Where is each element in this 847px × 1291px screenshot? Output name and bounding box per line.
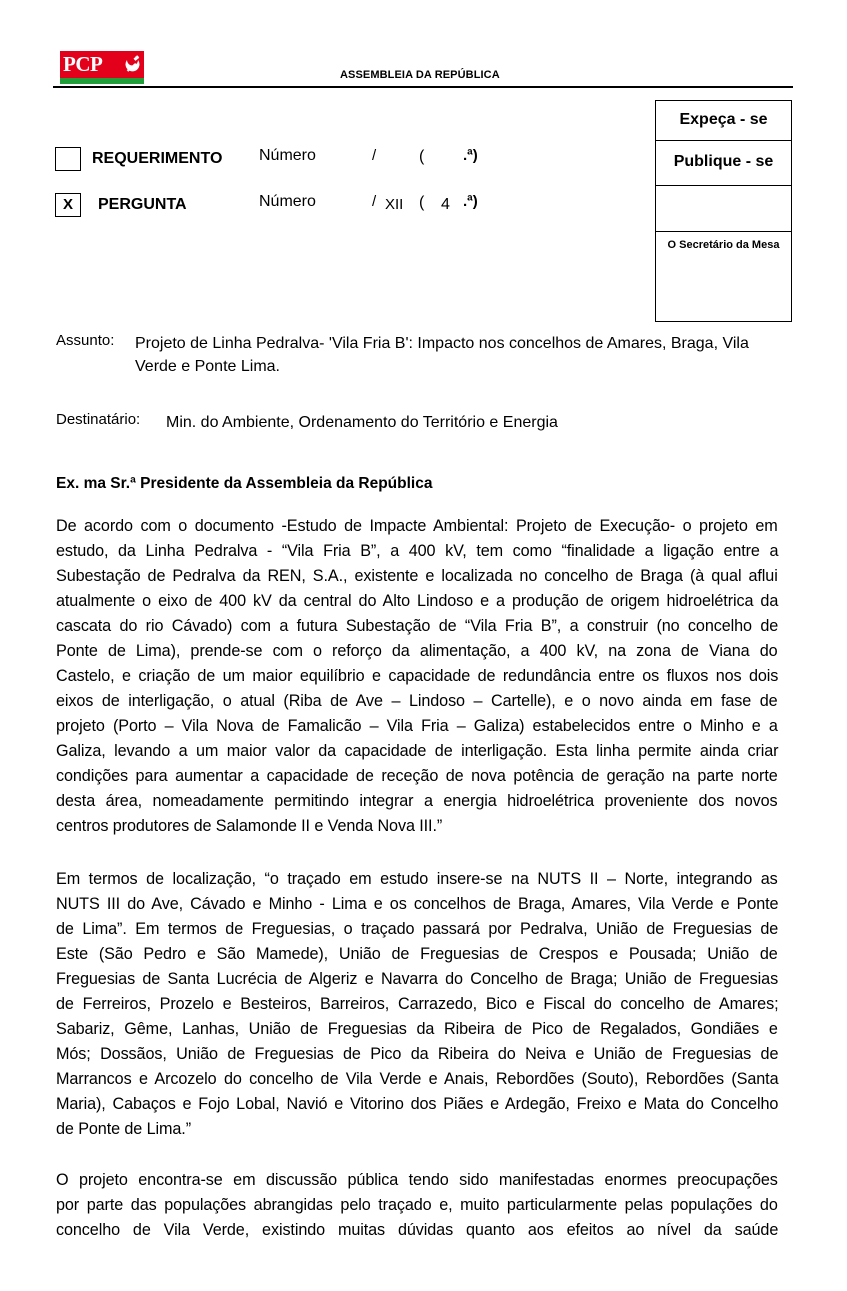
number-slash: / — [372, 193, 377, 210]
paragraph-line: cascata do rio Cávado) com a futura Subestação de “Vila Fria B”, a construir (no concelho de — [56, 617, 779, 635]
paragraph-line: estudo, da Linha Pedralva - “Vila Fria B”, a 400 kV, tem como “finalidade a ligação entre a — [56, 542, 779, 560]
subject-value — [135, 332, 795, 378]
legislature-value: XII — [385, 196, 404, 213]
ordinal-suffix: .ª) — [463, 193, 478, 210]
paragraph-line: projeto (Porto – Vila Nova de Famalicão – Vila Fria – Galiza) estabelecidos entre o Minho e a — [56, 717, 778, 735]
body-paragraph-3 — [56, 1168, 778, 1243]
requerimento-checkbox[interactable] — [55, 147, 81, 171]
session-paren: ( — [419, 194, 425, 211]
paragraph-line: de Lima”. Em termos de Freguesias, o traçado passará por Pedralva, União de Freguesias de — [56, 920, 779, 938]
paragraph-line: condições para aumentar a capacidade de receção de nova potência de geração na parte norte — [56, 767, 778, 785]
paragraph-line: Castelo, e criação de um maior equilíbrio e capacidade de redundância entre os fluxos nos dois — [56, 667, 779, 685]
subject-line: Projeto de Linha Pedralva- 'Vila Fria B': Impacto nos concelhos de Amares, Braga, Vila — [135, 335, 749, 352]
paragraph-line: Este (São Pedro e São Mamede), União de Freguesias de Crespos e Pousada; União de — [56, 945, 778, 963]
salutation: Ex. ma Sr.ª Presidente da Assembleia da República — [56, 475, 433, 492]
session-value: 4 — [441, 196, 450, 213]
stamp-secretario-da-mesa: O Secretário da Mesa — [667, 239, 780, 251]
subject-label: Assunto: — [56, 332, 115, 349]
paragraph-line: Mós; Dossãos, União de Freguesias de Pico da Ribeira do Neiva e União de Freguesias de — [56, 1045, 779, 1063]
paragraph-line: Sabariz, Gême, Lanhas, União de Freguesias da Ribeira de Pico de Regalados, Gondiães e — [56, 1020, 778, 1038]
paragraph-line: de Ferreiros, Prozelo e Besteiros, Barreiros, Carrazedo, Bico e Fiscal do concelho de Amares; — [56, 995, 779, 1013]
paragraph-line: centros produtores de Salamonde II e Venda Nova III.” — [56, 817, 443, 835]
recipient-value: Min. do Ambiente, Ordenamento do Território e Energia — [166, 414, 558, 431]
stamp-expeca-se: Expeça - se — [656, 101, 791, 141]
paragraph-line: concelho de Vila Verde, existindo muitas dúvidas quanto aos efeitos ao nível da saúde — [56, 1221, 779, 1239]
pergunta-checkbox[interactable]: X — [55, 193, 81, 217]
paragraph-line: Freguesias de Santa Lucrécia de Algeriz e Navarra do Concelho de Braga; União de Freguesias — [56, 970, 779, 988]
session-paren: ( — [419, 148, 425, 165]
paragraph-line: de Ponte de Lima.” — [56, 1120, 191, 1138]
logo-green-band — [60, 78, 144, 84]
pergunta-label: PERGUNTA — [98, 196, 187, 213]
paragraph-line: Galiza, levando a um maior valor da capacidade de interligação. Esta linha permite ainda criar — [56, 742, 779, 760]
paragraph-line: Maria), Cabaços e Fojo Lobal, Navió e Vitorino dos Piães e Ardegão, Freixo e Mata do Concelho — [56, 1095, 779, 1113]
number-slash: / — [372, 147, 377, 164]
ordinal-suffix: .ª) — [463, 147, 478, 164]
subject-line: Verde e Ponte Lima. — [135, 358, 280, 375]
pcp-logo — [60, 51, 144, 85]
body-paragraph-2 — [56, 867, 778, 1142]
paragraph-line: eixos de interligação, o atual (Riba de Ave – Lindoso – Cartelle), e o novo ainda em fase de — [56, 692, 778, 710]
paragraph-line: Em termos de localização, “o traçado em estudo insere-se na NUTS II – Norte, integrando as — [56, 870, 778, 888]
paragraph-line: desta área, nomeadamente permitindo integrar a energia hidroelétrica proveniente dos novos — [56, 792, 778, 810]
requerimento-label: REQUERIMENTO — [92, 150, 223, 167]
paragraph-line: Ponte de Lima), prende-se com o reforço da alimentação, a 400 kV, na zona de Viana do — [56, 642, 778, 660]
paragraph-line: De acordo com o documento -Estudo de Impacte Ambiental: Projeto de Execução- o projeto em — [56, 517, 778, 535]
header-divider — [53, 86, 793, 88]
stamp-blank — [656, 186, 791, 232]
paragraph-line: O projeto encontra-se em discussão pública tendo sido manifestadas enormes preocupações — [56, 1171, 778, 1189]
paragraph-line: Subestação de Pedralva da REN, S.A., existente e localizada no concelho de Braga (à qual aflui — [56, 567, 778, 585]
stamp-box — [655, 100, 792, 322]
paragraph-line: Marrancos e Arcozelo do concelho de Vila Verde e Anais, Rebordões (Souto), Rebordões (Santa — [56, 1070, 779, 1088]
number-label: Número — [259, 147, 316, 164]
header-title: ASSEMBLEIA DA REPÚBLICA — [340, 69, 500, 81]
paragraph-line: atualmente o eixo de 400 kV da central do Alto Lindoso e a produção de origem hidroelétrica da — [56, 592, 779, 610]
body-paragraph-1 — [56, 514, 778, 839]
logo-text: PCP — [63, 52, 103, 76]
recipient-label: Destinatário: — [56, 411, 141, 428]
paragraph-line: NUTS III do Ave, Cávado e Minho - Lima e os concelhos de Braga, Amares, Vila Verde e Ponte — [56, 895, 779, 913]
hammer-sickle-icon — [122, 54, 142, 74]
paragraph-line: por parte das populações abrangidas pelo traçado e, muito particularmente pelas populações do — [56, 1196, 778, 1214]
stamp-publique-se: Publique - se — [656, 141, 791, 186]
number-label: Número — [259, 193, 316, 210]
